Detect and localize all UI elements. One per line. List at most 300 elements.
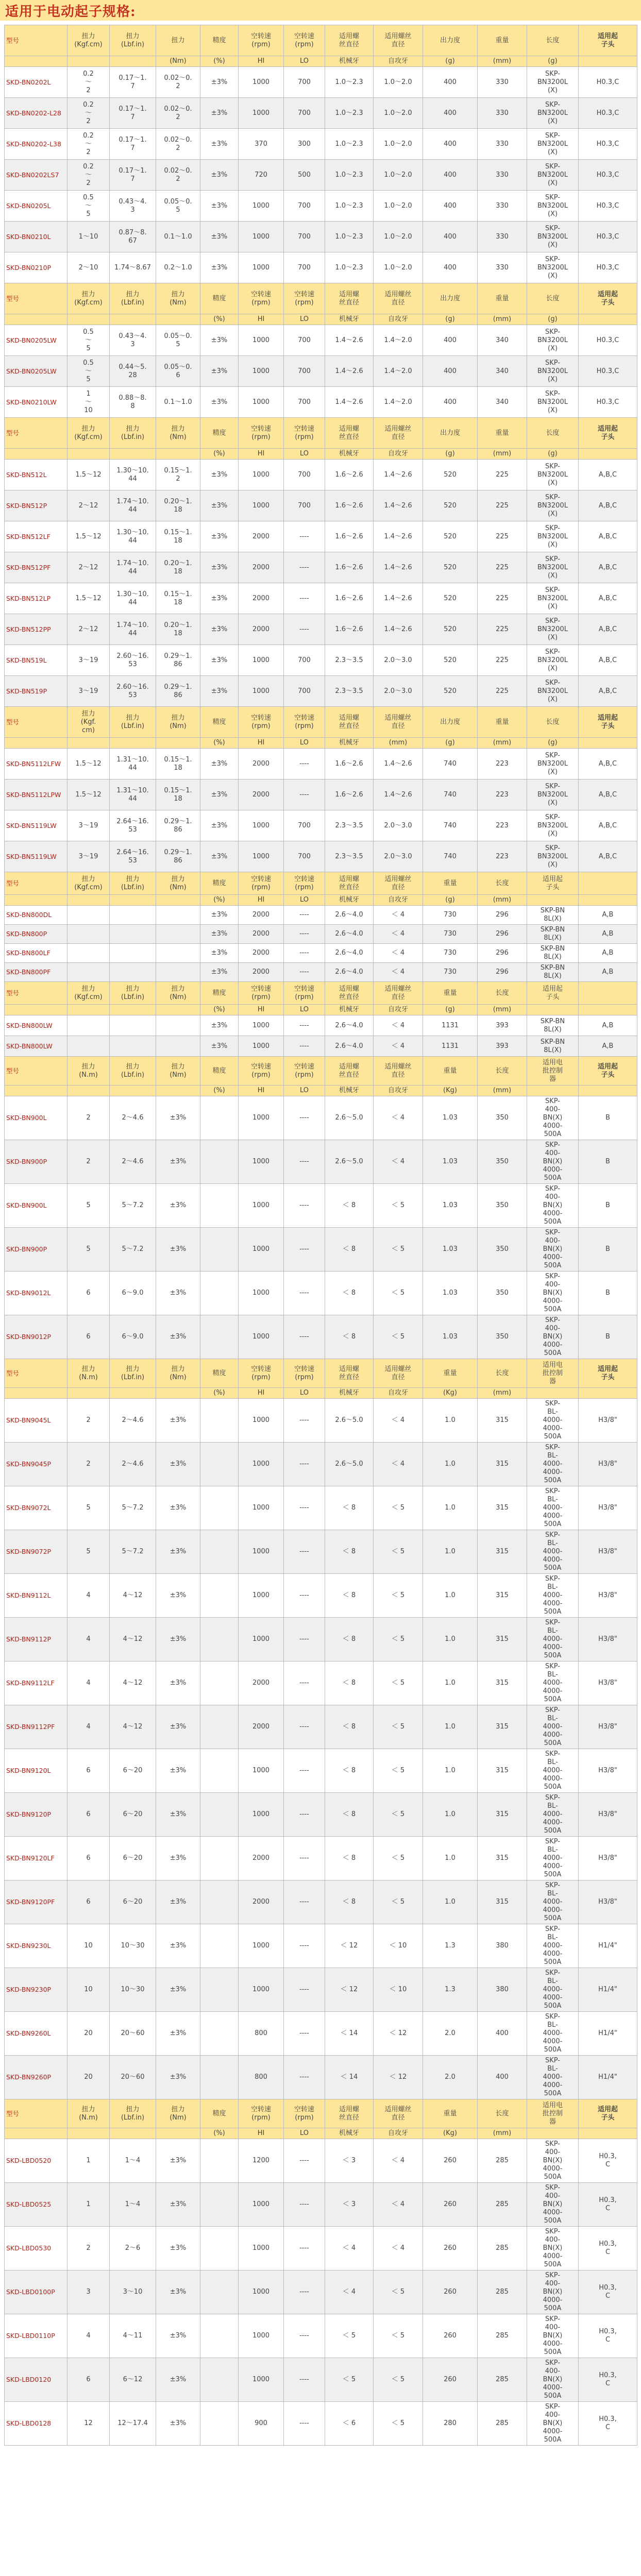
table-cell: 1.4～2.6 bbox=[374, 460, 423, 490]
table-row bbox=[5, 614, 637, 645]
table-row bbox=[5, 1968, 637, 2012]
table-cell: 1000 bbox=[239, 252, 284, 283]
table-cell: H3/8" bbox=[579, 1837, 637, 1880]
table-row bbox=[5, 521, 637, 552]
table-cell: 225 bbox=[478, 552, 527, 583]
table-cell: ＜ 8 bbox=[325, 1749, 374, 1793]
table-row bbox=[5, 325, 637, 356]
table-cell: 1000 bbox=[239, 841, 284, 872]
table-cell: 0.87～8. 67 bbox=[110, 222, 156, 252]
table-cell: ±3% bbox=[200, 160, 239, 191]
header-cell: 空转速 (rpm) bbox=[284, 2099, 325, 2128]
table-cell: 1.31～10. 44 bbox=[110, 779, 156, 810]
table-cell: ±3% bbox=[156, 1315, 200, 1359]
table-row bbox=[5, 460, 637, 490]
header-cell: HI bbox=[239, 738, 284, 749]
table-header-row bbox=[5, 2099, 637, 2128]
table-cell: ---- bbox=[284, 1968, 325, 2012]
table-header-row bbox=[5, 707, 637, 738]
model-cell: SKD-BN5112LFW bbox=[5, 749, 68, 779]
model-cell: SKD-LBD0525 bbox=[5, 2183, 68, 2227]
table-cell: 3～19 bbox=[68, 645, 110, 676]
table-cell: 1000 bbox=[239, 460, 284, 490]
table-cell bbox=[200, 2270, 239, 2314]
table-cell: SKP- BN3200L (X) bbox=[527, 460, 579, 490]
table-cell: 2.0～3.0 bbox=[374, 841, 423, 872]
table-cell: SKP- BL- 4000- 4000- 500A bbox=[527, 1880, 579, 1924]
table-cell: 1.4～2.6 bbox=[374, 490, 423, 521]
table-cell: ---- bbox=[284, 2012, 325, 2056]
table-cell: 2000 bbox=[239, 1880, 284, 1924]
table-cell: H0.3,C bbox=[579, 252, 637, 283]
table-cell bbox=[200, 1272, 239, 1315]
table-cell: H3/8" bbox=[579, 1793, 637, 1837]
table-cell bbox=[200, 2358, 239, 2402]
header-cell bbox=[110, 314, 156, 325]
table-cell: 1.6～2.6 bbox=[325, 521, 374, 552]
model-cell: SKD-BN900L bbox=[5, 1184, 68, 1228]
model-cell: SKD-BN0210P bbox=[5, 252, 68, 283]
table-cell: 1000 bbox=[239, 1228, 284, 1272]
table-cell: 225 bbox=[478, 521, 527, 552]
table-cell: 330 bbox=[478, 160, 527, 191]
table-cell: 740 bbox=[423, 841, 478, 872]
table-cell: H0.3,C bbox=[579, 129, 637, 160]
table-cell: 5～7.2 bbox=[110, 1228, 156, 1272]
table-cell: SKP-BN 8L(X) bbox=[527, 963, 579, 982]
table-row bbox=[5, 356, 637, 387]
table-row bbox=[5, 1618, 637, 1662]
title-bar bbox=[0, 0, 641, 21]
table-cell: 300 bbox=[284, 129, 325, 160]
header-cell: 空转速 (rpm) bbox=[284, 707, 325, 738]
table-cell: 225 bbox=[478, 490, 527, 521]
table-cell: 2～4.6 bbox=[110, 1443, 156, 1486]
table-row bbox=[5, 2270, 637, 2314]
table-row bbox=[5, 1880, 637, 1924]
table-cell: 1.0～2.3 bbox=[325, 129, 374, 160]
table-row bbox=[5, 1705, 637, 1749]
header-cell: 型号 bbox=[5, 1057, 68, 1086]
table-cell: 700 bbox=[284, 98, 325, 129]
table-cell: 0.05～0. 5 bbox=[156, 191, 200, 222]
table-cell: 2 bbox=[68, 1399, 110, 1443]
table-cell: SKP- BN3200L (X) bbox=[527, 552, 579, 583]
table-header-row bbox=[5, 2128, 637, 2139]
model-cell: SKD-BN800P bbox=[5, 925, 68, 944]
table-cell: ---- bbox=[284, 944, 325, 963]
header-cell: 空转速 (rpm) bbox=[284, 418, 325, 449]
header-cell: HI bbox=[239, 1388, 284, 1399]
table-cell: 2000 bbox=[239, 906, 284, 925]
model-cell: SKD-BN512P bbox=[5, 490, 68, 521]
table-cell: SKP- BL- 4000- 4000- 500A bbox=[527, 1486, 579, 1530]
model-cell: SKD-BN800LF bbox=[5, 944, 68, 963]
table-cell: 6 bbox=[68, 2358, 110, 2402]
table-cell: ±3% bbox=[200, 676, 239, 707]
table-cell: ＜ 12 bbox=[374, 2056, 423, 2099]
table-cell: 350 bbox=[478, 1096, 527, 1140]
table-cell: 1.0～2.0 bbox=[374, 129, 423, 160]
table-cell: 740 bbox=[423, 779, 478, 810]
table-cell: 1000 bbox=[239, 1315, 284, 1359]
header-cell: (g) bbox=[527, 449, 579, 460]
table-cell: ＜ 8 bbox=[325, 1793, 374, 1837]
table-cell: 700 bbox=[284, 222, 325, 252]
table-cell: ---- bbox=[284, 2314, 325, 2358]
table-cell: 5 bbox=[68, 1486, 110, 1530]
table-cell: 285 bbox=[478, 2227, 527, 2270]
table-cell bbox=[200, 1574, 239, 1618]
table-cell: 260 bbox=[423, 2139, 478, 2183]
table-cell: 1.0 bbox=[423, 1880, 478, 1924]
table-cell: 1.0 bbox=[423, 1793, 478, 1837]
table-row bbox=[5, 1036, 637, 1057]
table-cell: ＜ 5 bbox=[374, 1880, 423, 1924]
table-cell: 1.6～2.6 bbox=[325, 583, 374, 614]
header-cell bbox=[110, 56, 156, 67]
table-cell: ±3% bbox=[200, 252, 239, 283]
header-cell bbox=[579, 738, 637, 749]
table-cell: 1000 bbox=[239, 2270, 284, 2314]
table-cell: 400 bbox=[423, 356, 478, 387]
header-cell: 重量 bbox=[478, 25, 527, 56]
header-cell bbox=[156, 1005, 200, 1015]
table-cell: 6～20 bbox=[110, 1837, 156, 1880]
table-cell: ---- bbox=[284, 1924, 325, 1968]
table-cell: 1000 bbox=[239, 1749, 284, 1793]
table-cell: ＜ 4 bbox=[374, 1015, 423, 1036]
header-cell: HI bbox=[239, 2128, 284, 2139]
header-cell: (%) bbox=[200, 1388, 239, 1399]
model-cell: SKD-BN9120L bbox=[5, 1749, 68, 1793]
table-cell: 1000 bbox=[239, 2227, 284, 2270]
table-cell: 1000 bbox=[239, 1793, 284, 1837]
table-cell: 1.6～2.6 bbox=[325, 552, 374, 583]
header-cell: 重量 bbox=[478, 283, 527, 314]
table-cell bbox=[200, 2012, 239, 2056]
model-cell: SKD-BN900P bbox=[5, 1228, 68, 1272]
header-cell bbox=[5, 56, 68, 67]
table-row bbox=[5, 2402, 637, 2446]
table-cell: 2～10 bbox=[68, 252, 110, 283]
header-cell: 适用螺丝 直径 bbox=[374, 1359, 423, 1388]
table-cell: 2 bbox=[68, 1096, 110, 1140]
table-cell bbox=[200, 1443, 239, 1486]
table-cell: ---- bbox=[284, 552, 325, 583]
table-cell: 1000 bbox=[239, 1036, 284, 1057]
table-cell: 2000 bbox=[239, 925, 284, 944]
table-cell: 700 bbox=[284, 191, 325, 222]
table-cell: SKP- 400- BN(X) 4000- 500A bbox=[527, 2139, 579, 2183]
header-cell bbox=[579, 872, 637, 895]
table-cell: 4～12 bbox=[110, 1705, 156, 1749]
header-cell: 机械牙 bbox=[325, 1388, 374, 1399]
header-cell: LO bbox=[284, 1086, 325, 1096]
table-cell bbox=[110, 1036, 156, 1057]
table-cell: ---- bbox=[284, 779, 325, 810]
table-cell: A,B,C bbox=[579, 645, 637, 676]
table-cell: ±3% bbox=[156, 1574, 200, 1618]
table-cell: H1/4" bbox=[579, 1924, 637, 1968]
table-row bbox=[5, 583, 637, 614]
table-cell: 0.15～1. 18 bbox=[156, 779, 200, 810]
model-cell: SKD-BN5112LPW bbox=[5, 779, 68, 810]
table-cell: ＜ 5 bbox=[374, 2358, 423, 2402]
table-cell: 2.0 bbox=[423, 2056, 478, 2099]
table-cell: ±3% bbox=[156, 1924, 200, 1968]
table-cell bbox=[110, 944, 156, 963]
table-cell: A,B bbox=[579, 963, 637, 982]
model-cell: SKD-BN519L bbox=[5, 645, 68, 676]
table-cell: SKP- BL- 4000- 4000- 500A bbox=[527, 1837, 579, 1880]
table-cell bbox=[68, 1015, 110, 1036]
table-cell: A,B bbox=[579, 944, 637, 963]
header-cell: 适用螺丝 直径 bbox=[374, 982, 423, 1005]
table-cell: A,B bbox=[579, 1015, 637, 1036]
header-cell: (mm) bbox=[374, 738, 423, 749]
table-cell: 2.6～4.0 bbox=[325, 963, 374, 982]
table-cell: H0.3,C bbox=[579, 356, 637, 387]
table-cell: 315 bbox=[478, 1530, 527, 1574]
table-cell: B bbox=[579, 1228, 637, 1272]
table-cell: 1.0 bbox=[423, 1662, 478, 1705]
table-cell: 1.0 bbox=[423, 1705, 478, 1749]
table-cell: 0.15～1. 18 bbox=[156, 749, 200, 779]
model-cell: SKD-BN900P bbox=[5, 1140, 68, 1184]
header-cell: (g) bbox=[423, 1005, 478, 1015]
table-cell: 6～20 bbox=[110, 1749, 156, 1793]
header-cell: (g) bbox=[527, 314, 579, 325]
table-cell: ±3% bbox=[156, 1096, 200, 1140]
table-cell: 1000 bbox=[239, 67, 284, 98]
header-cell: 适用起 子头 bbox=[527, 982, 579, 1005]
header-cell: 适用起 子头 bbox=[579, 283, 637, 314]
table-cell: H3/8" bbox=[579, 1443, 637, 1486]
table-cell: 1000 bbox=[239, 2183, 284, 2227]
table-cell: 330 bbox=[478, 252, 527, 283]
table-cell bbox=[68, 925, 110, 944]
table-cell: 4～12 bbox=[110, 1618, 156, 1662]
table-cell: 2 bbox=[68, 1140, 110, 1184]
table-cell bbox=[110, 963, 156, 982]
header-cell: (%) bbox=[200, 2128, 239, 2139]
header-cell: 精度 bbox=[200, 1057, 239, 1086]
table-cell: H3/8" bbox=[579, 1530, 637, 1574]
table-cell: SKP- BL- 4000- 4000- 500A bbox=[527, 1705, 579, 1749]
table-cell: 520 bbox=[423, 552, 478, 583]
table-cell: SKP- 400- BN(X) 4000- 500A bbox=[527, 2270, 579, 2314]
header-cell: 适用螺 丝直径 bbox=[325, 707, 374, 738]
header-cell bbox=[579, 982, 637, 1005]
table-cell: 1.0～2.0 bbox=[374, 67, 423, 98]
table-cell: 800 bbox=[239, 2056, 284, 2099]
model-cell: SKD-BN512PP bbox=[5, 614, 68, 645]
header-cell: 适用起 子头 bbox=[579, 1057, 637, 1086]
header-cell: 长度 bbox=[478, 872, 527, 895]
header-cell: 型号 bbox=[5, 707, 68, 738]
table-cell: 20～60 bbox=[110, 2056, 156, 2099]
table-cell: 1.4～2.6 bbox=[374, 583, 423, 614]
table-cell: SKP- BL- 4000- 4000- 500A bbox=[527, 1924, 579, 1968]
table-cell: ±3% bbox=[200, 191, 239, 222]
table-cell: 2000 bbox=[239, 521, 284, 552]
table-cell: 700 bbox=[284, 325, 325, 356]
header-cell: 长度 bbox=[527, 707, 579, 738]
table-cell: 1.0 bbox=[423, 1530, 478, 1574]
header-cell bbox=[579, 56, 637, 67]
table-cell: 1000 bbox=[239, 2314, 284, 2358]
table-cell: 520 bbox=[423, 460, 478, 490]
header-cell: 自攻牙 bbox=[374, 1005, 423, 1015]
table-cell: SKP- BL- 4000- 4000- 500A bbox=[527, 1530, 579, 1574]
table-cell: 2 bbox=[68, 1443, 110, 1486]
header-cell: 长度 bbox=[527, 418, 579, 449]
header-cell: 适用螺 丝直径 bbox=[325, 1359, 374, 1388]
header-cell bbox=[527, 2128, 579, 2139]
table-cell: ＜ 8 bbox=[325, 1880, 374, 1924]
table-cell: SKP- 400- BN(X) 4000- 500A bbox=[527, 2358, 579, 2402]
header-cell: 适用螺丝 直径 bbox=[374, 25, 423, 56]
table-cell: 0.43～4. 3 bbox=[110, 191, 156, 222]
header-cell bbox=[5, 314, 68, 325]
table-cell: ±3% bbox=[200, 1036, 239, 1057]
table-row bbox=[5, 1096, 637, 1140]
header-cell: 空转速 (rpm) bbox=[284, 283, 325, 314]
table-cell: 1.4～2.6 bbox=[374, 614, 423, 645]
table-cell: 2.0 bbox=[423, 2012, 478, 2056]
table-cell: 5 bbox=[68, 1228, 110, 1272]
header-cell: 出力度 bbox=[423, 25, 478, 56]
header-cell: 扭力 (Nm) bbox=[156, 982, 200, 1005]
table-cell: ---- bbox=[284, 1837, 325, 1880]
table-cell: 2000 bbox=[239, 1662, 284, 1705]
header-cell: 重量 bbox=[423, 1057, 478, 1086]
table-cell: 6～20 bbox=[110, 1793, 156, 1837]
table-cell: H1/4" bbox=[579, 2056, 637, 2099]
model-cell: SKD-BN9112L bbox=[5, 1574, 68, 1618]
table-cell: 500 bbox=[284, 160, 325, 191]
table-cell: ＜ 6 bbox=[325, 2402, 374, 2446]
table-row bbox=[5, 98, 637, 129]
table-cell: SKP- 400- BN(X) 4000- 500A bbox=[527, 2183, 579, 2227]
table-cell: 1.0 bbox=[423, 1837, 478, 1880]
header-cell: 长度 bbox=[478, 1359, 527, 1388]
table-cell: 2000 bbox=[239, 944, 284, 963]
table-cell: 1.5～12 bbox=[68, 521, 110, 552]
table-cell: 400 bbox=[423, 252, 478, 283]
table-cell: 1.6～2.6 bbox=[325, 749, 374, 779]
table-cell: H3/8" bbox=[579, 1486, 637, 1530]
model-cell: SKD-BN0205LW bbox=[5, 356, 68, 387]
table-cell: ±3% bbox=[156, 1880, 200, 1924]
model-cell: SKD-LBD0128 bbox=[5, 2402, 68, 2446]
table-cell: 1000 bbox=[239, 645, 284, 676]
table-cell: SKP- BN3200L (X) bbox=[527, 614, 579, 645]
table-cell: ＜ 8 bbox=[325, 1272, 374, 1315]
table-cell: 900 bbox=[239, 2402, 284, 2446]
table-cell: 1.4～2.0 bbox=[374, 356, 423, 387]
table-cell: ＜ 10 bbox=[374, 1924, 423, 1968]
table-cell: 0.17～1. 7 bbox=[110, 67, 156, 98]
table-cell: 340 bbox=[478, 387, 527, 418]
table-cell: 1.4～2.6 bbox=[325, 356, 374, 387]
table-cell: SKP-BN 8L(X) bbox=[527, 1015, 579, 1036]
table-cell: 330 bbox=[478, 67, 527, 98]
table-cell: B bbox=[579, 1315, 637, 1359]
model-cell: SKD-BN0202-L38 bbox=[5, 129, 68, 160]
table-row bbox=[5, 252, 637, 283]
table-cell: 0.17～1. 7 bbox=[110, 160, 156, 191]
table-cell: SKP- BN3200L (X) bbox=[527, 356, 579, 387]
header-cell bbox=[5, 449, 68, 460]
table-cell: 0.5 ～ 5 bbox=[68, 356, 110, 387]
header-cell: 适用起 子头 bbox=[579, 707, 637, 738]
table-cell: 2.0～3.0 bbox=[374, 676, 423, 707]
table-cell: ---- bbox=[284, 2183, 325, 2227]
header-cell: 扭力 (Nm) bbox=[156, 418, 200, 449]
table-cell: 330 bbox=[478, 98, 527, 129]
table-cell: 1.0 bbox=[423, 1399, 478, 1443]
table-header-row bbox=[5, 895, 637, 906]
table-cell bbox=[156, 944, 200, 963]
model-cell: SKD-BN9012P bbox=[5, 1315, 68, 1359]
model-cell: SKD-LBD0100P bbox=[5, 2270, 68, 2314]
table-cell bbox=[200, 1530, 239, 1574]
table-cell: 285 bbox=[478, 2139, 527, 2183]
table-cell: 1 bbox=[68, 2183, 110, 2227]
table-cell: 1 bbox=[68, 2139, 110, 2183]
table-row bbox=[5, 841, 637, 872]
table-cell: SKP- BN3200L (X) bbox=[527, 325, 579, 356]
table-cell: H0.3,C bbox=[579, 387, 637, 418]
table-cell: SKP- 400- BN(X) 4000- 500A bbox=[527, 1140, 579, 1184]
table-cell: ±3% bbox=[156, 2012, 200, 2056]
table-cell: 6 bbox=[68, 1272, 110, 1315]
table-cell: ±3% bbox=[156, 2183, 200, 2227]
header-cell: 扭力 (Lbf.in) bbox=[110, 418, 156, 449]
table-cell: 2000 bbox=[239, 1705, 284, 1749]
table-cell: 1.0～2.3 bbox=[325, 67, 374, 98]
table-cell: 0.1～1.0 bbox=[156, 387, 200, 418]
table-row bbox=[5, 1228, 637, 1272]
table-cell: ＜ 5 bbox=[374, 1793, 423, 1837]
header-cell: 重量 bbox=[423, 982, 478, 1005]
table-cell: 700 bbox=[284, 387, 325, 418]
table-cell: 10 bbox=[68, 1924, 110, 1968]
table-row bbox=[5, 779, 637, 810]
header-cell: 扭力 (Nm) bbox=[156, 1057, 200, 1086]
table-cell: ＜ 3 bbox=[325, 2183, 374, 2227]
header-cell: 空转速 (rpm) bbox=[239, 707, 284, 738]
table-cell: ±3% bbox=[156, 1399, 200, 1443]
header-cell: 长度 bbox=[478, 1057, 527, 1086]
header-cell: (mm) bbox=[478, 449, 527, 460]
header-cell: (Kg) bbox=[423, 2128, 478, 2139]
table-cell: 1.0～2.3 bbox=[325, 98, 374, 129]
header-cell: 适用螺 丝直径 bbox=[325, 25, 374, 56]
header-cell: (%) bbox=[200, 314, 239, 325]
header-cell: 适用螺 丝直径 bbox=[325, 418, 374, 449]
header-cell: 空转速 (rpm) bbox=[284, 872, 325, 895]
header-cell: 空转速 (rpm) bbox=[239, 283, 284, 314]
table-cell: A,B,C bbox=[579, 583, 637, 614]
header-cell: (g) bbox=[423, 56, 478, 67]
table-cell: ±3% bbox=[156, 1184, 200, 1228]
header-cell: 自攻牙 bbox=[374, 1086, 423, 1096]
table-cell: ---- bbox=[284, 963, 325, 982]
table-cell: SKP-BN 8L(X) bbox=[527, 906, 579, 925]
